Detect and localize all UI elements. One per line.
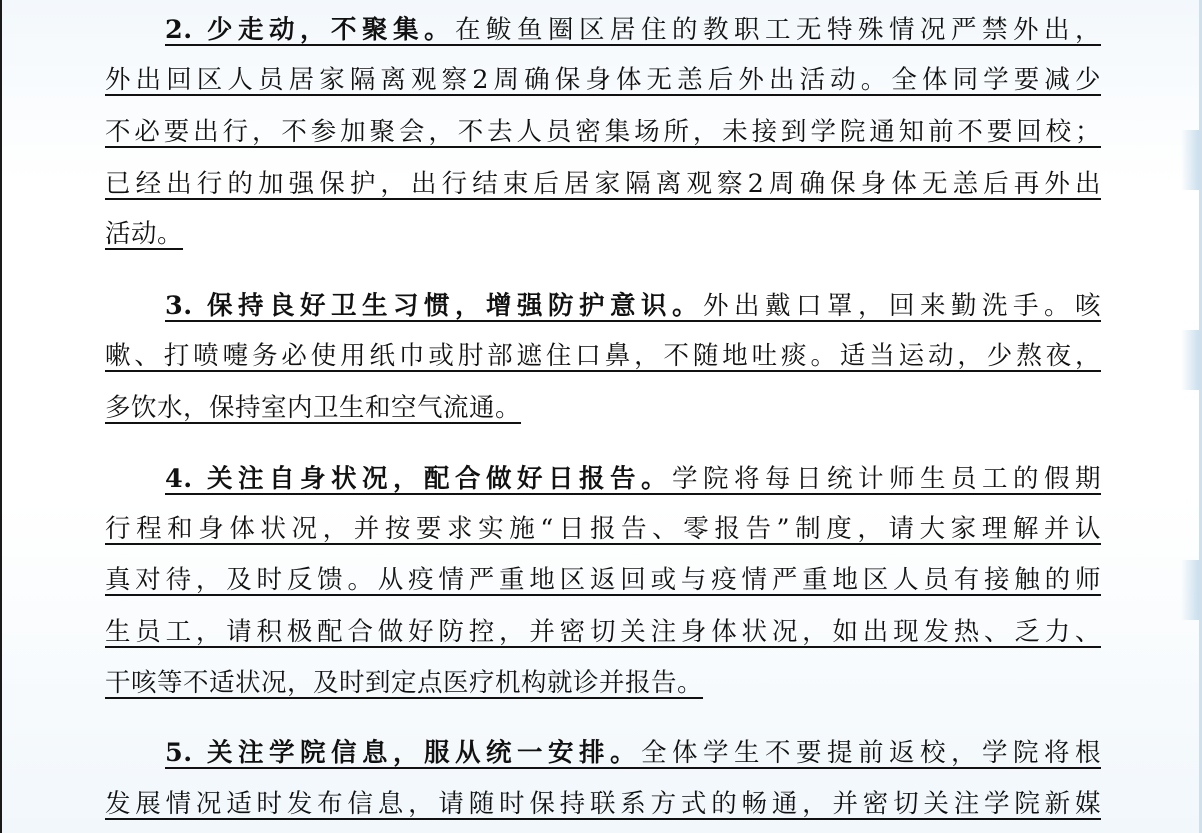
text-line <box>105 341 1101 371</box>
paragraph-text: 全体学生不要提前返校，学院将根 <box>641 738 1101 768</box>
paragraph-text: 外出戴口罩，回来勤洗手。咳 <box>703 291 1101 321</box>
background-decoration <box>1181 330 1199 390</box>
line-text <box>105 169 1101 199</box>
paragraph-text: 真对待，及时反馈。从疫情严重地区返回或与疫情严重地区人员有接触的师 <box>105 565 1101 595</box>
text-line <box>105 617 1101 647</box>
background-decoration <box>1181 560 1199 620</box>
text-line <box>105 789 1101 819</box>
line-text <box>105 668 703 698</box>
text-line <box>165 15 1101 45</box>
text-line <box>105 117 1101 147</box>
line-text <box>165 291 1101 321</box>
paragraph-text: 学院将每日统计师生员工的假期 <box>672 464 1101 494</box>
paragraph-heading: 3. 保持良好卫生习惯，增强防护意识。 <box>165 291 703 321</box>
text-line <box>105 514 1101 544</box>
line-text <box>165 15 1101 45</box>
paragraph-text: 不必要出行，不参加聚会，不去人员密集场所，未接到学院通知前不要回校； <box>105 117 1101 147</box>
paragraph-text: 外出回区人员居家隔离观察2周确保身体无恙后外出活动。全体同学要减少 <box>105 65 1101 95</box>
paragraph-text: 活动。 <box>105 219 184 249</box>
text-line <box>105 393 521 423</box>
paragraph-text: 生员工，请积极配合做好防控，并密切关注身体状况，如出现发热、乏力、 <box>105 617 1101 647</box>
line-text <box>105 219 183 249</box>
line-text <box>105 617 1101 647</box>
line-text <box>105 565 1101 595</box>
text-line <box>105 219 183 249</box>
paragraph-text: 行程和身体状况，并按要求实施“日报告、零报告”制度，请大家理解并认 <box>105 514 1101 544</box>
text-line <box>165 738 1101 768</box>
line-text <box>105 789 1101 819</box>
paragraph-text: 在鲅鱼圈区居住的教职工无特殊情况严禁外出， <box>455 15 1101 45</box>
page-left-border <box>0 0 2 833</box>
line-text <box>105 393 521 423</box>
background-decoration <box>1181 130 1199 190</box>
text-line <box>105 65 1101 95</box>
paragraph-heading: 4. 关注自身状况，配合做好日报告。 <box>165 464 672 494</box>
paragraph-text: 发展情况适时发布信息，请随时保持联系方式的畅通，并密切关注学院新媒 <box>105 789 1101 819</box>
paragraph-text: 嗽、打喷嚏务必使用纸巾或肘部遮住口鼻，不随地吐痰。适当运动，少熬夜， <box>105 341 1101 371</box>
text-line <box>105 169 1101 199</box>
paragraph-text: 已经出行的加强保护，出行结束后居家隔离观察2周确保身体无恙后再外出 <box>105 169 1101 199</box>
text-line <box>165 464 1101 494</box>
line-text <box>105 65 1101 95</box>
line-text <box>105 341 1101 371</box>
paragraph-heading: 2. 少走动，不聚集。 <box>165 15 455 45</box>
paragraph-text: 多饮水，保持室内卫生和空气流通。 <box>105 393 522 423</box>
line-text <box>165 738 1101 768</box>
text-line <box>165 291 1101 321</box>
text-line <box>105 565 1101 595</box>
line-text <box>105 117 1101 147</box>
paragraph-heading: 5. 关注学院信息，服从统一安排。 <box>165 738 641 768</box>
text-line <box>105 668 703 698</box>
line-text <box>105 514 1101 544</box>
paragraph-text: 干咳等不适状况，及时到定点医疗机构就诊并报告。 <box>105 668 704 698</box>
line-text <box>165 464 1101 494</box>
